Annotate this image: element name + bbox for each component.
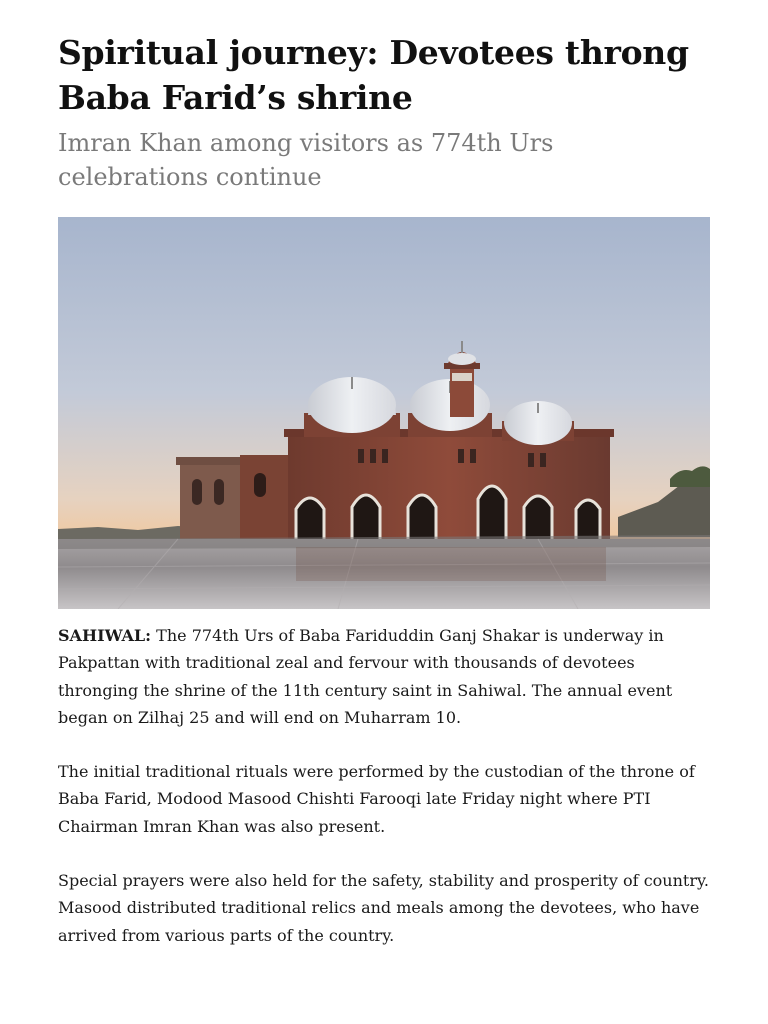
article-photo <box>58 217 710 609</box>
paragraph-text: The 774th Urs of Baba Fariduddin Ganj Shakar is underway in Pakpattan with traditional zeal and fervour with thousands of devotees thronging the shrine of the 11th century saint in Sahiwal. The annual event began on Zilhaj 25 and will end on Muharram 10. <box>58 626 673 727</box>
body-paragraph-1 <box>58 622 710 731</box>
body-paragraph-2: The initial traditional rituals were performed by the custodian of the throne of Baba Farid, Modood Masood Chishti Farooqi late Friday night where PTI Chairman Imran Khan was also present. <box>58 762 695 836</box>
headline: Spiritual journey: Devotees throng Baba Farid’s shrine <box>58 33 689 117</box>
subheadline: Imran Khan among visitors as 774th Urs celebrations continue <box>58 129 554 191</box>
body-paragraph-3: Special prayers were also held for the safety, stability and prosperity of country. Masood distributed traditional relics and meals among the devotees, who have arrived from various parts of the country. <box>58 871 709 945</box>
dateline: SAHIWAL: <box>58 626 152 645</box>
article-body <box>58 622 710 976</box>
shrine-photo-illustration <box>58 217 710 609</box>
